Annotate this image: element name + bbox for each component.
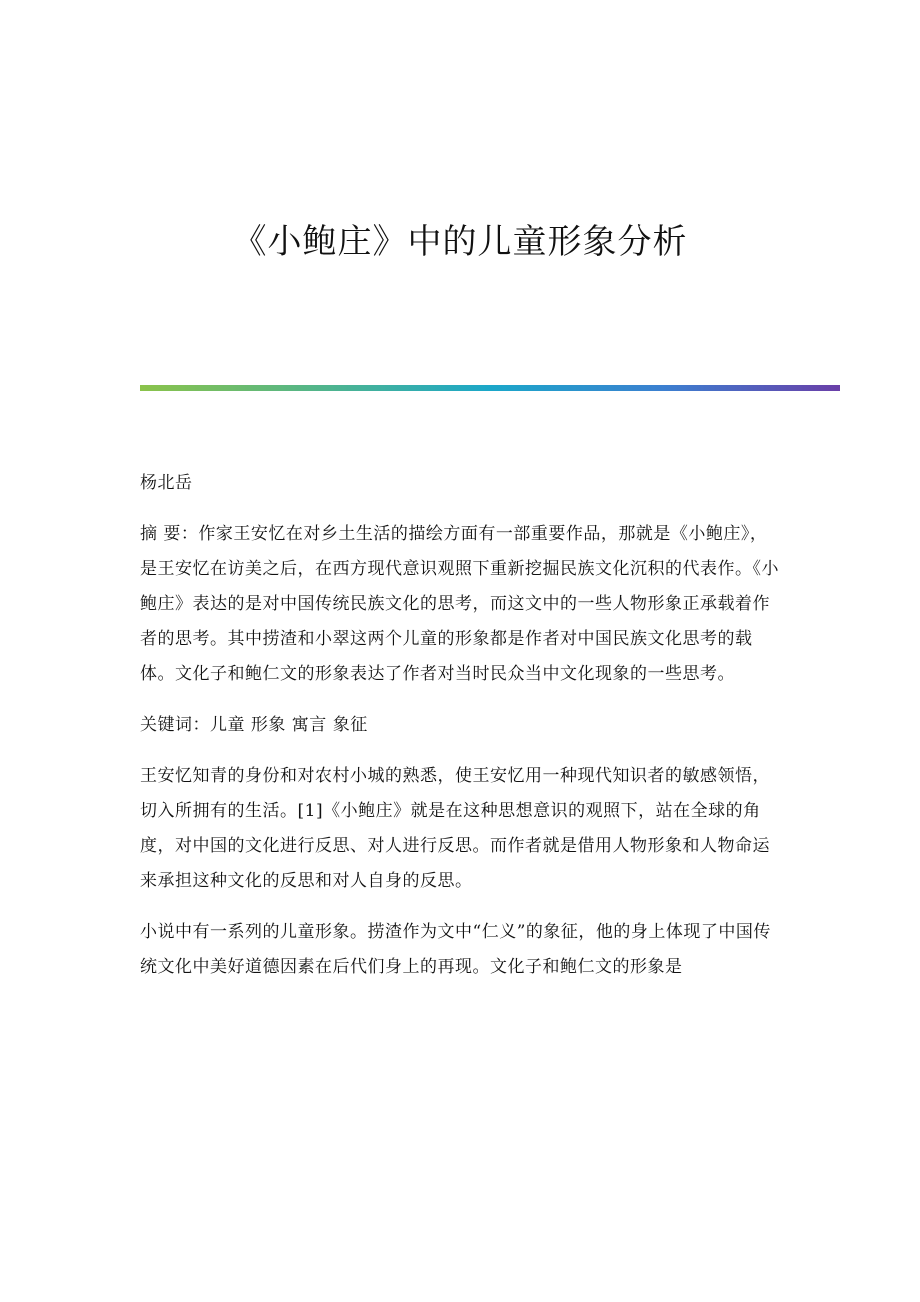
author-name: 杨北岳 (140, 473, 193, 493)
keywords-line: 关键词：儿童 形象 寓言 象征 (140, 715, 368, 735)
document-body (140, 466, 780, 1001)
title-divider (140, 385, 840, 391)
abstract-paragraph: 摘 要：作家王安忆在对乡土生活的描绘方面有一部重要作品，那就是《小鲍庄》，是王安忆在访美之后，在西方现代意识观照下重新挖掘民族文化沉积的代表作。《小鲍庄》表达的是对中国传统民族文化的思考，而这文中的一些人物形象正承载着作者的思考。其中捞渣和小翠这两个儿童的形象都是作者对中国民族文化思考的载体。文化子和鲍仁文的形象表达了作者对当时民众当中文化现象的一些思考。 (140, 524, 779, 684)
body-paragraph: 小说中有一系列的儿童形象。捞渣作为文中“仁义”的象征，他的身上体现了中国传统文化中美好道德因素在后代们身上的再现。文化子和鲍仁文的形象是 (140, 922, 771, 977)
body-paragraph: 王安忆知青的身份和对农村小城的熟悉，使王安忆用一种现代知识者的敏感领悟，切入所拥有的生活。[1]《小鲍庄》就是在这种思想意识的观照下，站在全球的角度，对中国的文化进行反思、对人进行反思。而作者就是借用人物形象和人物命运来承担这种文化的反思和对人自身的反思。 (140, 766, 770, 891)
document-title: 《小鲍庄》中的儿童形象分析 (232, 222, 688, 262)
